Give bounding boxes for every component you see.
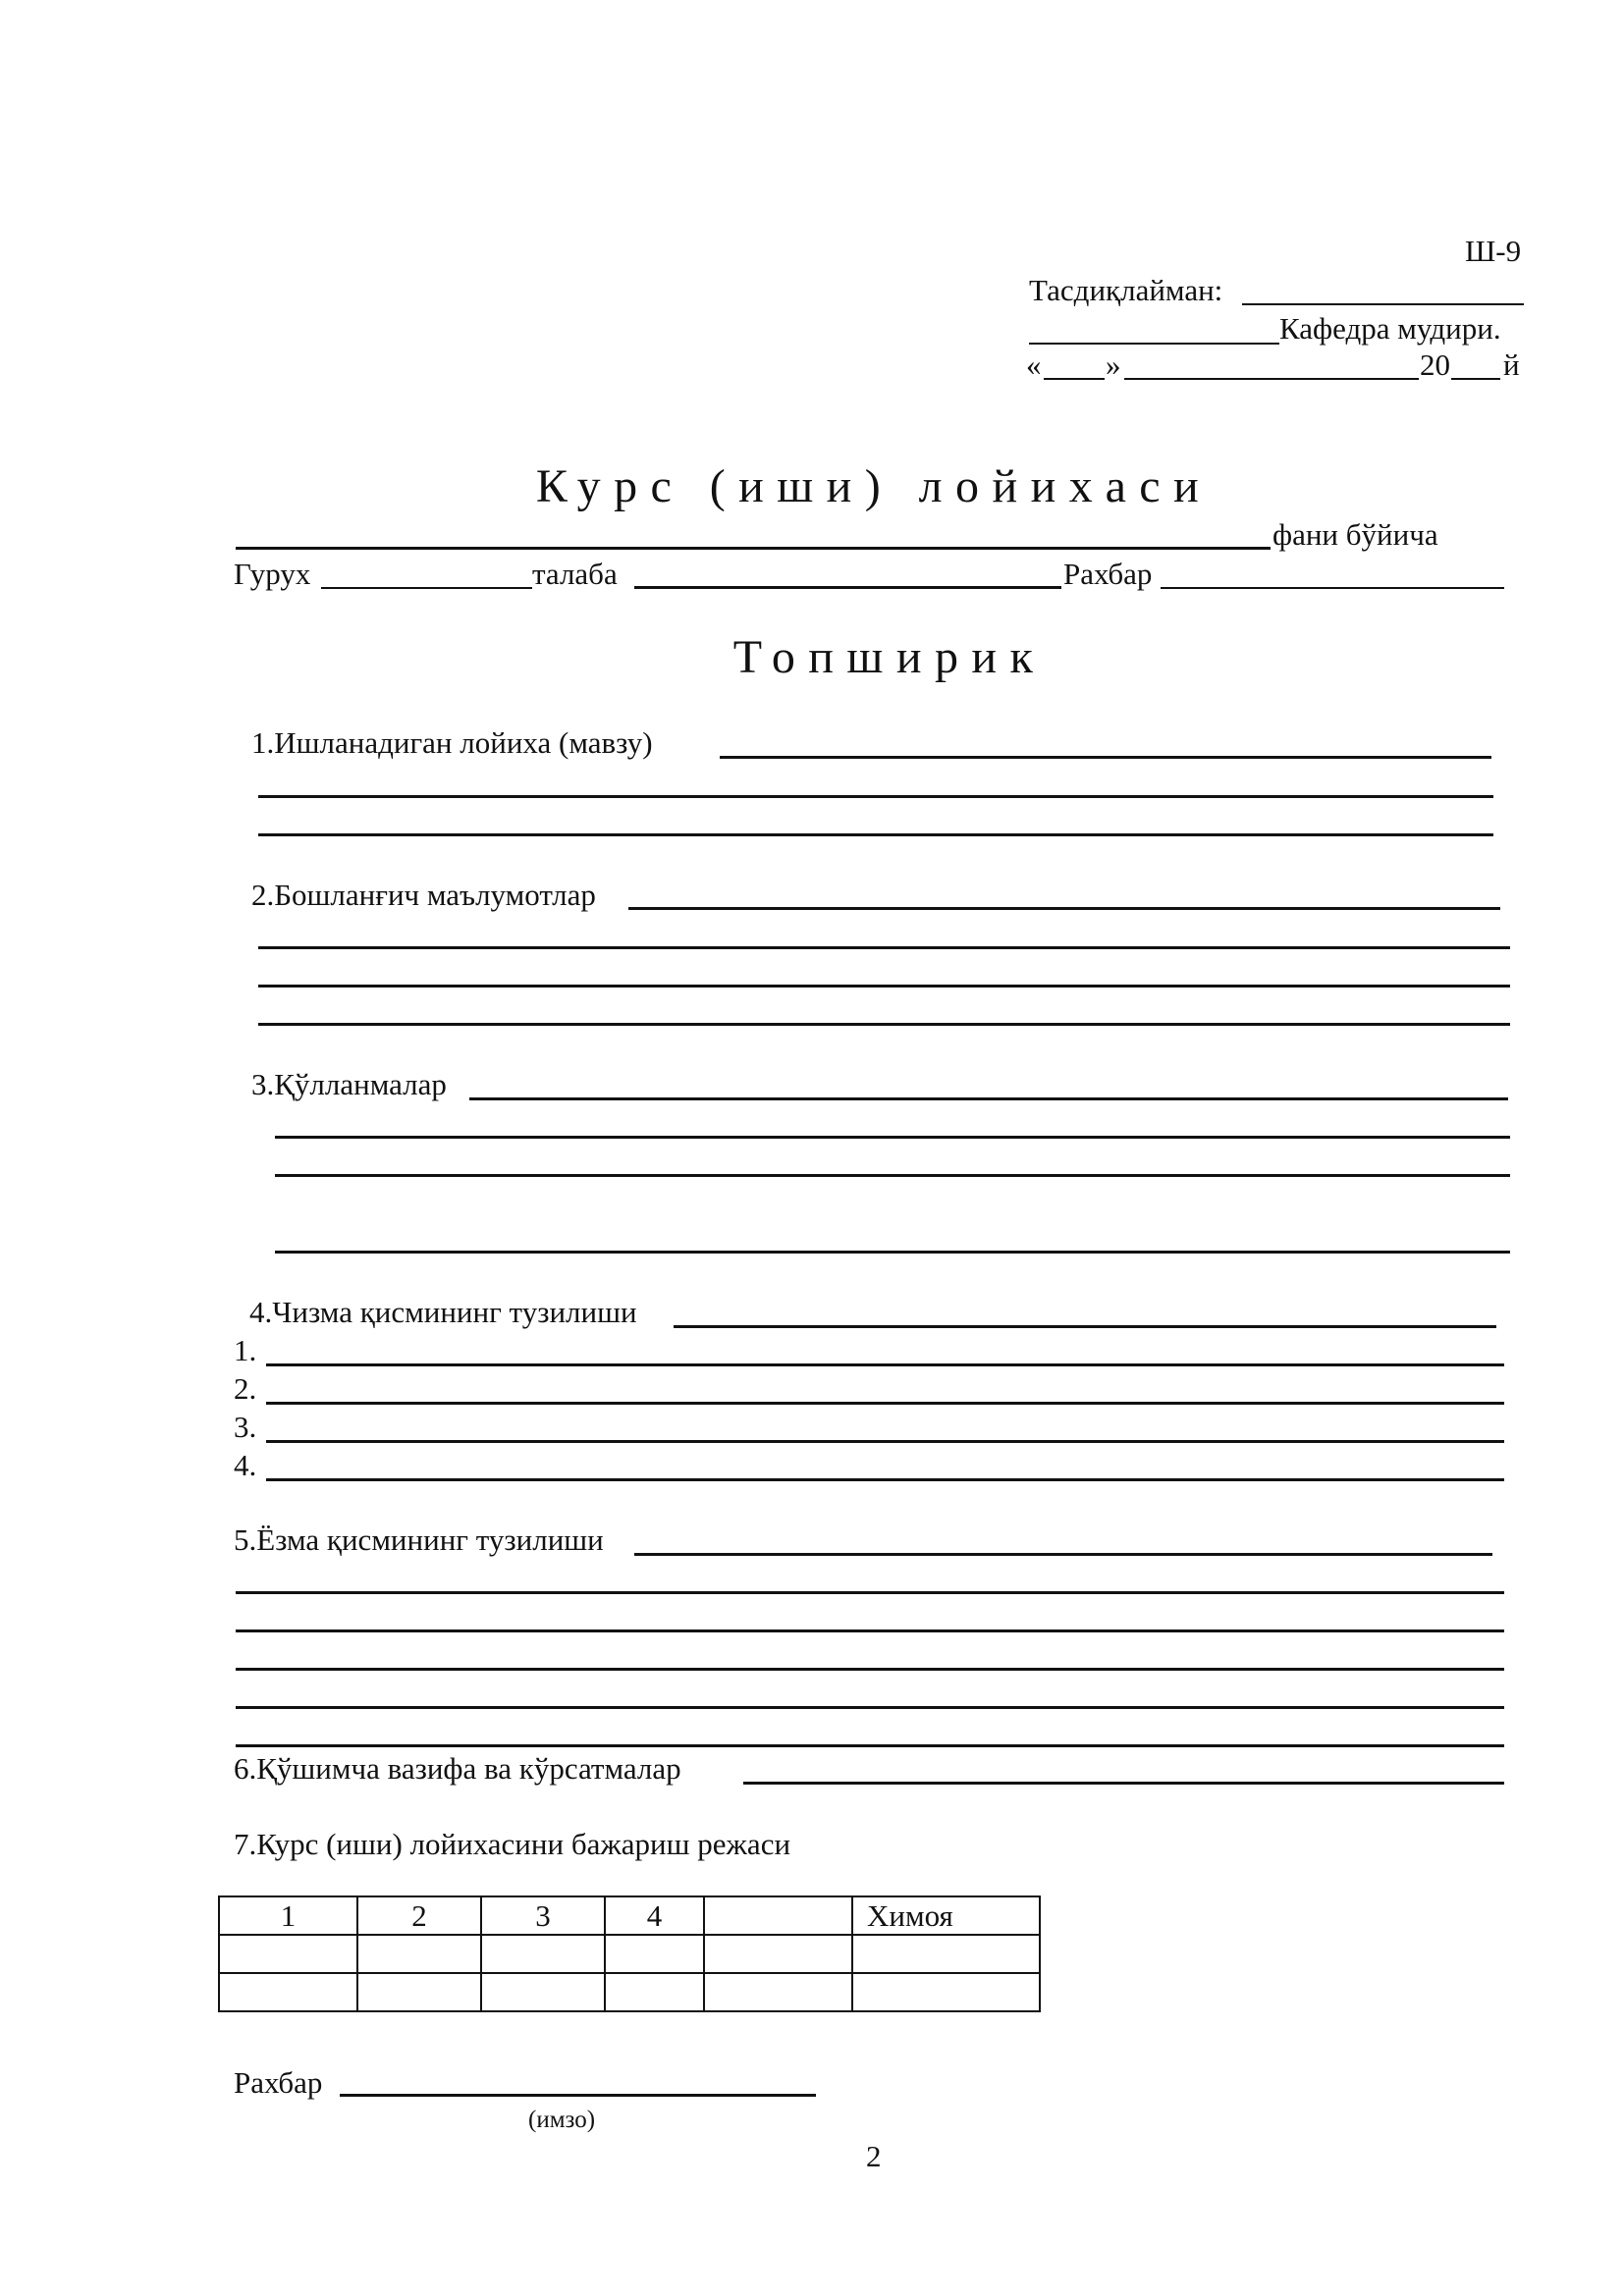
section-2-line[interactable] <box>258 1023 1510 1026</box>
table-cell[interactable] <box>852 1935 1040 1973</box>
table-header-cell: 3 <box>481 1896 605 1935</box>
approve-signature-line[interactable] <box>1242 303 1524 305</box>
table-cell[interactable] <box>481 1935 605 1973</box>
student-line[interactable] <box>634 586 1061 589</box>
section-4-item-number: 4. <box>234 1448 257 1482</box>
section-1-line[interactable] <box>720 756 1491 759</box>
section-1-label: 1.Ишланадиган лойиха (мавзу) <box>251 725 653 760</box>
task-title: Топширик <box>732 631 1047 683</box>
head-of-dept-label: Кафедра мудири. <box>1279 311 1501 346</box>
supervisor-line[interactable] <box>1161 587 1504 589</box>
table-cell[interactable] <box>357 1973 481 2011</box>
section-3-line[interactable] <box>469 1097 1508 1100</box>
section-2-line[interactable] <box>258 985 1510 988</box>
section-4-item-line[interactable] <box>266 1363 1504 1366</box>
date-open-quote: « <box>1026 347 1042 382</box>
page-number: 2 <box>866 2139 882 2173</box>
year-suffix: й <box>1503 347 1520 382</box>
approve-label: Тасдиқлайман: <box>1029 273 1223 307</box>
table-cell[interactable] <box>605 1973 704 2011</box>
section-3-line[interactable] <box>275 1174 1510 1177</box>
section-1-line[interactable] <box>258 795 1493 798</box>
table-header-cell: 2 <box>357 1896 481 1935</box>
table-header-cell <box>704 1896 852 1935</box>
year-line[interactable] <box>1451 378 1500 380</box>
section-6-line[interactable] <box>743 1782 1504 1785</box>
section-4-item-line[interactable] <box>266 1440 1504 1443</box>
section-7-label: 7.Курс (иши) лойихасини бажариш режаси <box>234 1827 791 1861</box>
supervisor-signature-line[interactable] <box>340 2094 816 2097</box>
footer-supervisor-label: Рахбар <box>234 2065 323 2100</box>
section-5-label: 5.Ёзма қисмининг тузилиши <box>234 1522 604 1557</box>
table-cell[interactable] <box>852 1973 1040 2011</box>
form-code: Ш-9 <box>1465 234 1522 268</box>
group-label: Гурух <box>234 557 311 591</box>
section-3-line[interactable] <box>275 1136 1510 1139</box>
section-5-line[interactable] <box>236 1744 1504 1747</box>
table-header-row <box>219 1896 1040 1935</box>
table-cell[interactable] <box>219 1973 357 2011</box>
table-cell[interactable] <box>605 1935 704 1973</box>
section-4-item-number: 2. <box>234 1371 257 1406</box>
table-cell[interactable] <box>357 1935 481 1973</box>
section-2-label: 2.Бошланғич маълумотлар <box>251 878 596 912</box>
section-5-line[interactable] <box>236 1591 1504 1594</box>
table-row <box>219 1935 1040 1973</box>
table-cell[interactable] <box>219 1935 357 1973</box>
section-5-line[interactable] <box>634 1553 1492 1556</box>
subject-line[interactable] <box>236 547 1271 550</box>
table-header-cell: 1 <box>219 1896 357 1935</box>
section-4-item-line[interactable] <box>266 1478 1504 1481</box>
section-1-line[interactable] <box>258 833 1493 836</box>
section-3-label: 3.Қўлланмалар <box>251 1067 447 1101</box>
subject-suffix: фани бўйича <box>1272 517 1438 552</box>
table-header-cell: Химоя <box>852 1896 1040 1935</box>
date-close-quote: » <box>1106 347 1121 382</box>
table-cell[interactable] <box>704 1973 852 2011</box>
date-month-line[interactable] <box>1124 378 1419 380</box>
section-5-line[interactable] <box>236 1668 1504 1671</box>
section-4-label: 4.Чизма қисмининг тузилиши <box>249 1295 637 1329</box>
table-header-cell: 4 <box>605 1896 704 1935</box>
document-title: Курс (иши) лойихаси <box>535 460 1213 512</box>
section-4-item-line[interactable] <box>266 1402 1504 1405</box>
section-2-line[interactable] <box>258 946 1510 949</box>
section-5-line[interactable] <box>236 1629 1504 1632</box>
section-4-item-number: 3. <box>234 1410 257 1444</box>
head-name-line[interactable] <box>1029 343 1279 345</box>
year-prefix: 20 <box>1420 347 1450 382</box>
group-line[interactable] <box>321 587 532 589</box>
student-label: талаба <box>532 557 618 591</box>
table-cell[interactable] <box>704 1935 852 1973</box>
date-day-line[interactable] <box>1044 378 1105 380</box>
section-4-line[interactable] <box>674 1325 1496 1328</box>
table-row <box>219 1973 1040 2011</box>
section-6-label: 6.Қўшимча вазифа ва кўрсатмалар <box>234 1751 681 1786</box>
section-4-item-number: 1. <box>234 1333 257 1367</box>
section-2-line[interactable] <box>628 907 1500 910</box>
plan-table <box>218 1896 1041 2012</box>
table-cell[interactable] <box>481 1973 605 2011</box>
section-3-line[interactable] <box>275 1251 1510 1254</box>
section-5-line[interactable] <box>236 1706 1504 1709</box>
supervisor-label: Рахбар <box>1063 557 1153 591</box>
signature-caption: (имзо) <box>528 2107 596 2133</box>
